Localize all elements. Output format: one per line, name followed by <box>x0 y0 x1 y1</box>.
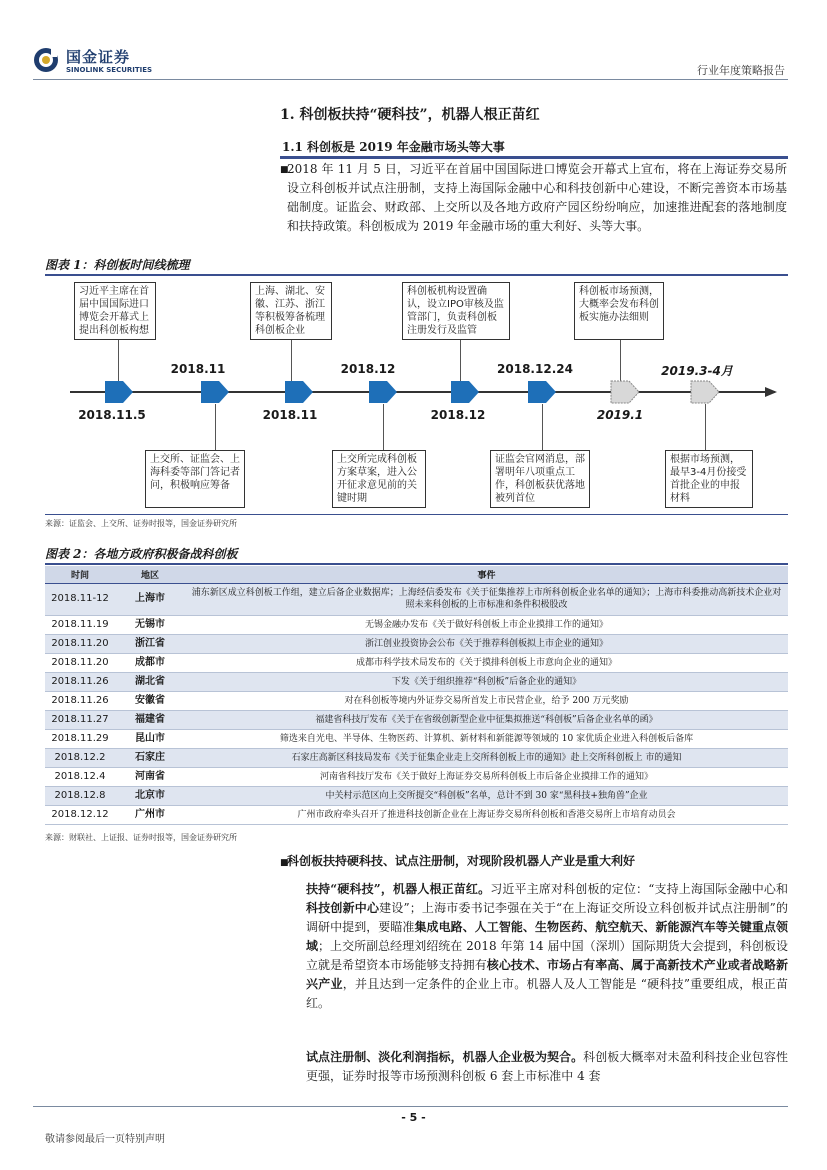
row-region: 安徽省 <box>115 691 185 710</box>
body-paragraph-1 <box>306 880 788 1013</box>
row-event: 广州市政府牵头召开了推进科技创新企业在上海证券交易所科创板和香港交易所上市培育动员会 <box>185 805 788 824</box>
timeline-connector <box>118 340 119 384</box>
timeline-date-top: 2018.12 <box>340 362 396 376</box>
column-header-region: 地区 <box>115 566 185 583</box>
row-event: 河南省科技厅发布《关于做好上海证券交易所科创板上市后备企业摸排工作的通知》 <box>185 767 788 786</box>
timeline-date-bottom: 2018.11.5 <box>78 408 146 422</box>
row-event: 无锡金融办发布《关于做好科创板上市企业摸排工作的通知》 <box>185 615 788 634</box>
timeline-date-top: 2018.11 <box>170 362 226 376</box>
report-type: 行业年度策略报告 <box>697 64 785 77</box>
paragraph-text: ；上交所副总经理刘绍统在 2018 年第 14 届中国（深圳）国际期货大会提到，科创板设立就是希望资本市场能够支持拥有 <box>306 939 788 972</box>
row-region: 浙江省 <box>115 634 185 653</box>
row-region: 北京市 <box>115 786 185 805</box>
table-row <box>45 583 788 615</box>
column-header-event: 事件 <box>185 566 788 583</box>
timeline-date-bottom: 2019.1 <box>596 408 644 422</box>
timeline-marker-future-icon <box>610 380 640 404</box>
timeline-connector <box>383 404 384 450</box>
figure1-source: 来源：证监会、上交所、证券时报等，国金证券研究所 <box>45 519 237 528</box>
paragraph-emphasis: 核心技术、市场占有率高、属于高新技术产业或者战略新兴产业 <box>306 958 788 991</box>
figure2-source: 来源：财联社、上证报、证券时报等，国金证券研究所 <box>45 833 237 842</box>
subsection-divider <box>280 156 788 159</box>
row-region: 上海市 <box>115 583 185 615</box>
footer-divider <box>33 1106 788 1107</box>
row-date: 2018.11.26 <box>45 691 115 710</box>
table-row <box>45 672 788 691</box>
row-event: 浙江创业投资协会公布《关于推荐科创板拟上市企业的通知》 <box>185 634 788 653</box>
paragraph-text: ，并且达到一定条件的企业上市。机器人及人工智能是 “硬科技”重要组成，根正苗红。 <box>306 977 788 1010</box>
page-number: - 5 - <box>401 1111 426 1124</box>
paragraph-lead: 扶持“硬科技”，机器人根正苗红。 <box>306 882 491 896</box>
regional-events-table <box>45 566 788 825</box>
timeline-connector <box>542 404 543 450</box>
row-date: 2018.11.20 <box>45 634 115 653</box>
paragraph-text: 建设”；上海市委书记李强在关于“在上海证交所设立科创板并试点注册制”的调研中提到，要瞄准 <box>306 901 788 934</box>
bullet-icon: ■ <box>280 165 289 175</box>
intro-paragraph: 2018 年 11 月 5 日，习近平在首届中国国际进口博览会开幕式上宣布，将在上海证券交易所设立科创板并试点注册制，支持上海国际金融中心和科技创新中心建设，不断完善资本市场基础制度。证监会、财政部、上交所以及各地方政府产园区纷纷响应，加速推进配套的落地制度和扶持政策。科创板成为 2019 年金融市场的重大利好、头等大事。 <box>287 162 787 233</box>
row-event: 成都市科学技术局发布的《关于摸排科创板上市意向企业的通知》 <box>185 653 788 672</box>
table-header-row <box>45 566 788 583</box>
timeline-axis <box>70 391 775 393</box>
figure2-divider <box>45 563 788 565</box>
timeline-marker-icon <box>104 380 134 404</box>
timeline-marker-future-icon <box>690 380 720 404</box>
timeline-connector <box>215 404 216 450</box>
table-row <box>45 786 788 805</box>
row-event: 石家庄高新区科技局发布《关于征集企业走上交所科创板上市的通知》赴上交所科创板上 市的通知 <box>185 748 788 767</box>
row-date: 2018.11.19 <box>45 615 115 634</box>
row-date: 2018.11.20 <box>45 653 115 672</box>
table-row <box>45 653 788 672</box>
body-paragraph-2 <box>306 1048 788 1086</box>
timeline-bottom-box: 上交所、证监会、上海科委等部门答记者问，积极响应筹备 <box>145 450 245 508</box>
bullet-icon: ■ <box>280 858 289 868</box>
row-event: 对在科创板等境内外证券交易所首发上市民营企业，给予 200 万元奖励 <box>185 691 788 710</box>
timeline-marker-icon <box>527 380 557 404</box>
row-date: 2018.12.2 <box>45 748 115 767</box>
timeline-date-bottom: 2018.11 <box>262 408 318 422</box>
brand-name-cn: 国金证券 <box>66 48 131 66</box>
timeline-marker-icon <box>368 380 398 404</box>
row-date: 2018.12.4 <box>45 767 115 786</box>
timeline-marker-icon <box>200 380 230 404</box>
column-header-date: 时间 <box>45 566 115 583</box>
timeline-arrowhead-icon <box>765 385 779 399</box>
row-region: 广州市 <box>115 805 185 824</box>
timeline-top-box: 科创板市场预测，大概率会发布科创板实施办法细则 <box>574 282 664 340</box>
row-region: 福建省 <box>115 710 185 729</box>
subsection-title: 1.1 科创板是 2019 年金融市场头等大事 <box>282 140 505 154</box>
timeline-connector <box>291 340 292 384</box>
table-row <box>45 748 788 767</box>
timeline-marker-icon <box>450 380 480 404</box>
table-row <box>45 767 788 786</box>
body-heading: 科创板扶持硬科技、试点注册制，对现阶段机器人产业是重大利好 <box>287 854 636 868</box>
row-date: 2018.12.12 <box>45 805 115 824</box>
timeline-date-bottom: 2018.12 <box>430 408 486 422</box>
timeline-bottom-box: 证监会官网消息，部署明年八项重点工作，科创板获优落地被列首位 <box>490 450 590 508</box>
row-region: 河南省 <box>115 767 185 786</box>
timeline-connector <box>620 340 621 384</box>
row-event: 中关村示范区向上交所提交“科创板”名单，总计不到 30 家“黑科技+独角兽”企业 <box>185 786 788 805</box>
paragraph-emphasis: 集成电路、人工智能、生物医药、航空航天、新能源汽车等关键重点领域 <box>306 920 788 953</box>
timeline-date-top: 2019.3-4月 <box>661 364 733 378</box>
row-date: 2018.11.27 <box>45 710 115 729</box>
paragraph-text: 习近平主席对科创板的定位：“支持上海国际金融中心和 <box>490 882 788 896</box>
header-divider <box>33 79 788 80</box>
row-date: 2018.11-12 <box>45 583 115 615</box>
paragraph-text: 科创板大概率对未盈利科技企业包容性更强，证券时报等市场预测科创板 6 套上市标准中 4 套 <box>306 1050 788 1083</box>
row-date: 2018.12.8 <box>45 786 115 805</box>
paragraph-lead: 试点注册制、淡化利润指标，机器人企业极为契合。 <box>306 1050 584 1064</box>
timeline-date-top: 2018.12.24 <box>497 362 573 376</box>
disclaimer-note: 敬请参阅最后一页特别声明 <box>45 1134 165 1145</box>
row-event: 筛选来自光电、半导体、生物医药、计算机、新材料和新能源等领域的 10 家优质企业进入科创板后备库 <box>185 729 788 748</box>
brand-name-en: SINOLINK SECURITIES <box>66 66 153 74</box>
table-row <box>45 634 788 653</box>
figure1-bottom-rule <box>45 514 788 515</box>
row-event: 浦东新区成立科创板工作组，建立后备企业数据库；上海经信委发布《关于征集推荐上市所科创板企业名单的通知》；上海市科委推动高新技术企业对照未来科创板的上市标准和条件积极股改 <box>185 583 788 615</box>
table-row <box>45 805 788 824</box>
figure1-title: 图表 1：科创板时间线梳理 <box>45 258 190 272</box>
row-event: 下发《关于组织推荐“科创板”后备企业的通知》 <box>185 672 788 691</box>
row-region: 无锡市 <box>115 615 185 634</box>
row-event: 福建省科技厅发布《关于在省级创新型企业中征集拟推送“科创板”后备企业名单的函》 <box>185 710 788 729</box>
timeline-marker-icon <box>284 380 314 404</box>
figure2-title: 图表 2：各地方政府积极备战科创板 <box>45 547 238 561</box>
row-date: 2018.11.26 <box>45 672 115 691</box>
paragraph-emphasis: 科技创新中心 <box>306 901 380 915</box>
timeline-connector <box>705 404 706 450</box>
figure1-divider <box>45 274 788 276</box>
table-row <box>45 710 788 729</box>
row-region: 昆山市 <box>115 729 185 748</box>
table-row <box>45 691 788 710</box>
timeline-bottom-box: 根据市场预测，最早3-4月份接受首批企业的申报材料 <box>665 450 753 508</box>
timeline-top-box: 习近平主席在首届中国国际进口博览会开幕式上提出科创板构想 <box>74 282 156 340</box>
row-date: 2018.11.29 <box>45 729 115 748</box>
sinolink-logo-icon <box>33 47 59 73</box>
row-region: 石家庄 <box>115 748 185 767</box>
timeline-connector <box>460 340 461 384</box>
table-row <box>45 615 788 634</box>
timeline-bottom-box: 上交所完成科创板方案草案，进入公开征求意见前的关键时期 <box>332 450 426 508</box>
table-row <box>45 729 788 748</box>
section-title: 1. 科创板扶持“硬科技”，机器人根正苗红 <box>280 107 540 123</box>
timeline-top-box: 上海、湖北、安徽、江苏、浙江等积极筹备梳理科创板企业 <box>250 282 332 340</box>
timeline-top-box: 科创板机构设置确认，设立IPO审核及监管部门，负责科创板注册发行及监管 <box>402 282 510 340</box>
row-region: 成都市 <box>115 653 185 672</box>
row-region: 湖北省 <box>115 672 185 691</box>
